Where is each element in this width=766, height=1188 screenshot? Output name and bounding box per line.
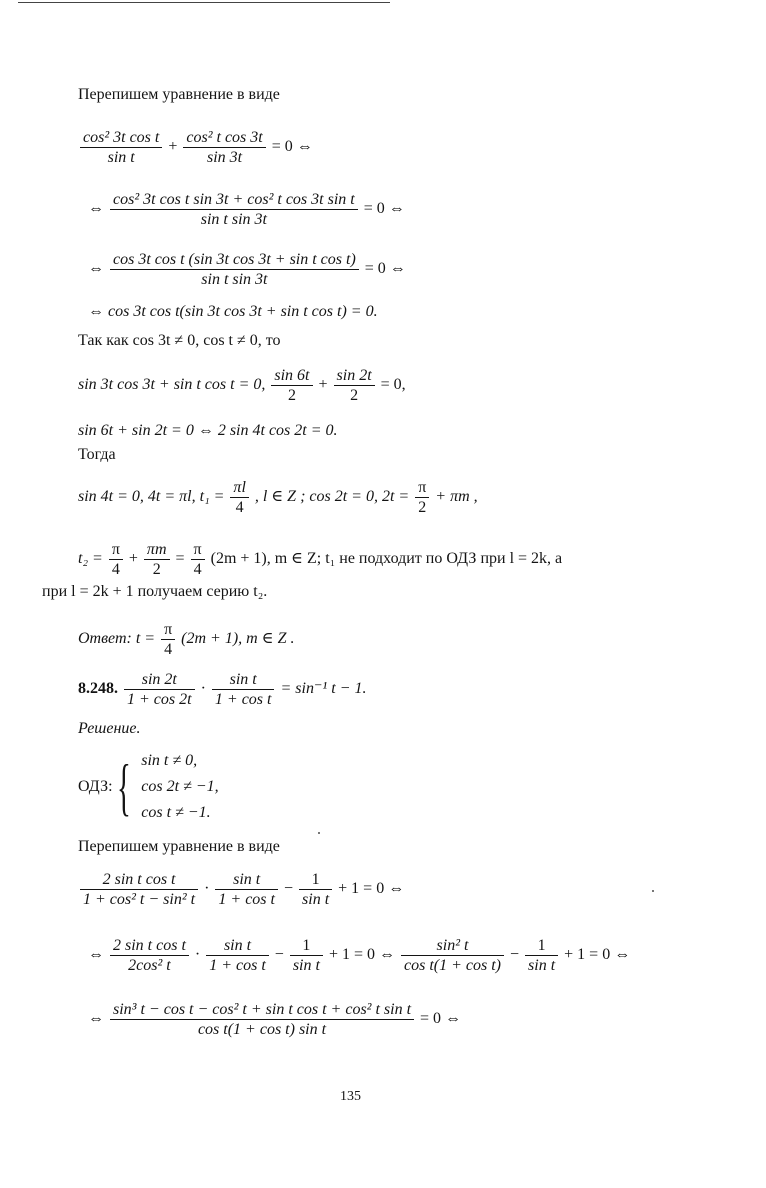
condition: sin t ≠ 0, — [141, 752, 198, 769]
numerator: π — [161, 620, 175, 640]
denominator: sin t — [302, 891, 330, 908]
condition-list — [141, 748, 218, 826]
scan-speck — [652, 890, 654, 892]
numerator: 1 — [299, 870, 332, 890]
equation-line: sin 6t + sin 2t = 0 ⇔ 2 sin 4t cos 2t = 0. — [78, 422, 338, 439]
denominator: 2 — [418, 499, 427, 516]
fraction — [144, 540, 170, 579]
numerator: sin 2t — [124, 670, 195, 690]
numerator: 1 — [525, 936, 558, 956]
numerator: πm — [144, 540, 170, 560]
problem-number: 8.248. — [78, 680, 118, 698]
equation-line — [78, 478, 478, 517]
denominator: 2cos² t — [128, 957, 171, 974]
equation-line — [88, 250, 406, 289]
denominator: 1 + cos t — [214, 691, 272, 708]
operator: − — [274, 946, 284, 964]
numerator: cos² 3t cos t sin 3t + cos² t cos 3t sin t — [110, 190, 358, 210]
equation-part: sin 4t = 0, 4t = πl, t₁ = — [78, 488, 225, 506]
fraction — [230, 478, 248, 517]
operator: − — [283, 880, 294, 898]
operator: − — [510, 946, 520, 964]
denominator: 2 — [350, 387, 359, 404]
equation-line — [78, 366, 406, 405]
fraction — [290, 936, 323, 975]
denominator: 1 + cos 2t — [127, 691, 192, 708]
text-line: Перепишем уравнение в виде — [78, 838, 280, 855]
denominator: 4 — [235, 499, 244, 516]
numerator: cos 3t cos t (sin 3t cos 3t + sin t cos t) — [110, 250, 359, 270]
fraction — [334, 366, 375, 405]
numerator: sin t — [215, 870, 278, 890]
numerator: π — [109, 540, 123, 560]
denominator: 1 + cos t — [209, 957, 266, 974]
operator: · — [194, 946, 201, 964]
scan-speck — [318, 832, 320, 834]
fraction — [110, 190, 358, 229]
fraction — [299, 870, 332, 909]
condition: cos t ≠ −1. — [141, 804, 211, 821]
equation-line — [78, 128, 313, 167]
answer-label: Ответ: — [78, 630, 132, 648]
fraction — [215, 870, 278, 909]
numerator: cos² 3t cos t — [80, 128, 162, 148]
text-line: при l = 2k + 1 получаем серию t₂. — [42, 583, 268, 600]
equation-part: t = — [135, 630, 156, 648]
fraction — [161, 620, 175, 659]
numerator: sin t — [212, 670, 275, 690]
fraction — [110, 1000, 414, 1039]
numerator: cos² t cos 3t — [183, 128, 265, 148]
operator: + — [318, 376, 328, 394]
operator: + — [168, 138, 178, 156]
fraction — [525, 936, 558, 975]
denominator: sin t — [292, 957, 320, 974]
top-rule — [18, 2, 390, 3]
numerator: 2 sin t cos t — [110, 936, 189, 956]
text-line: Тогда — [78, 446, 116, 463]
condition: cos 2t ≠ −1, — [141, 778, 219, 795]
equivalence-sign: ⇔ — [88, 200, 104, 218]
fraction — [212, 670, 275, 709]
text-line: Так как cos 3t ≠ 0, cos t ≠ 0, то — [78, 332, 281, 349]
numerator: sin³ t − cos t − cos² t + sin t cos t + cos² t sin t — [110, 1000, 414, 1020]
text-line: Перепишем уравнение в виде — [78, 86, 280, 103]
denominator: 2 — [152, 561, 161, 578]
fraction — [80, 128, 162, 167]
equation-tail: = 0 ⇔ — [420, 1010, 462, 1028]
numerator: 1 — [290, 936, 323, 956]
fraction — [401, 936, 504, 975]
equation-tail: = 0 ⇔ — [364, 260, 406, 278]
fraction — [206, 936, 269, 975]
denominator: 2 — [287, 387, 296, 404]
equation-part: (2m + 1), m ∈ Z . — [181, 630, 295, 648]
numerator: sin t — [206, 936, 269, 956]
operator: · — [204, 880, 210, 898]
equation-part: + 1 = 0 ⇔ — [328, 946, 395, 964]
page-number: 135 — [340, 1089, 361, 1104]
fraction — [271, 366, 312, 405]
denominator: sin 3t — [206, 149, 243, 166]
fraction — [124, 670, 195, 709]
operator: = — [175, 550, 185, 568]
equation-part: + πm , — [435, 488, 478, 506]
denominator: sin t — [107, 149, 135, 166]
numerator: sin 6t — [271, 366, 312, 386]
equation-tail: = 0, — [380, 376, 406, 394]
fraction — [415, 478, 429, 517]
odz-system — [78, 748, 219, 826]
numerator: π — [415, 478, 429, 498]
fraction — [110, 936, 189, 975]
equation-line — [88, 1000, 461, 1039]
denominator: sin t sin 3t — [201, 271, 268, 288]
equivalence-sign: ⇔ — [88, 1010, 104, 1028]
equation-line — [78, 540, 562, 579]
numerator: sin 2t — [334, 366, 375, 386]
denominator: cos t(1 + cos t) — [404, 957, 501, 974]
denominator: 4 — [164, 641, 173, 658]
equation-part: , l ∈ Z ; cos 2t = 0, 2t = — [254, 488, 410, 506]
numerator: 2 sin t cos t — [80, 870, 198, 890]
denominator: sin t — [528, 957, 556, 974]
equation-tail: = 0 ⇔ — [271, 138, 313, 156]
equation-line — [88, 936, 630, 975]
equation-tail: + 1 = 0 ⇔ — [564, 946, 631, 964]
problem-statement — [78, 670, 366, 709]
equation-tail: = sin⁻¹ t − 1. — [280, 680, 367, 698]
operator: + — [128, 550, 138, 568]
denominator: 1 + cos t — [218, 891, 275, 908]
equation-part: (2m + 1), m ∈ Z; t₁ не подходит по ОДЗ при l = 2k, а — [210, 550, 563, 568]
numerator: πl — [230, 478, 248, 498]
fraction — [183, 128, 265, 167]
equation-tail: + 1 = 0 ⇔ — [338, 880, 405, 898]
solution-heading: Решение. — [78, 720, 141, 737]
denominator: 4 — [111, 561, 120, 578]
equation-line — [88, 190, 405, 229]
numerator: sin² t — [401, 936, 504, 956]
denominator: 4 — [193, 561, 202, 578]
equation-tail: = 0 ⇔ — [363, 200, 405, 218]
fraction — [80, 870, 198, 909]
denominator: cos t(1 + cos t) sin t — [197, 1021, 327, 1038]
odz-label: ОДЗ: — [78, 778, 113, 795]
denominator: 1 + cos² t − sin² t — [83, 891, 196, 908]
fraction — [110, 250, 359, 289]
equation-part: sin 3t cos 3t + sin t cos t = 0, — [78, 376, 266, 394]
operator: · — [200, 680, 206, 698]
denominator: sin t sin 3t — [200, 211, 267, 228]
fraction — [191, 540, 205, 579]
fraction — [109, 540, 123, 579]
equivalence-sign: ⇔ — [88, 260, 104, 278]
equation-line: ⇔ cos 3t cos t(sin 3t cos 3t + sin t cos t) = 0. — [88, 303, 378, 320]
equation-part: t₂ = — [78, 550, 103, 568]
equation-line — [78, 870, 404, 909]
equivalence-sign: ⇔ — [88, 946, 104, 964]
numerator: π — [191, 540, 205, 560]
left-brace: { — [116, 751, 131, 822]
answer-line — [78, 620, 294, 659]
